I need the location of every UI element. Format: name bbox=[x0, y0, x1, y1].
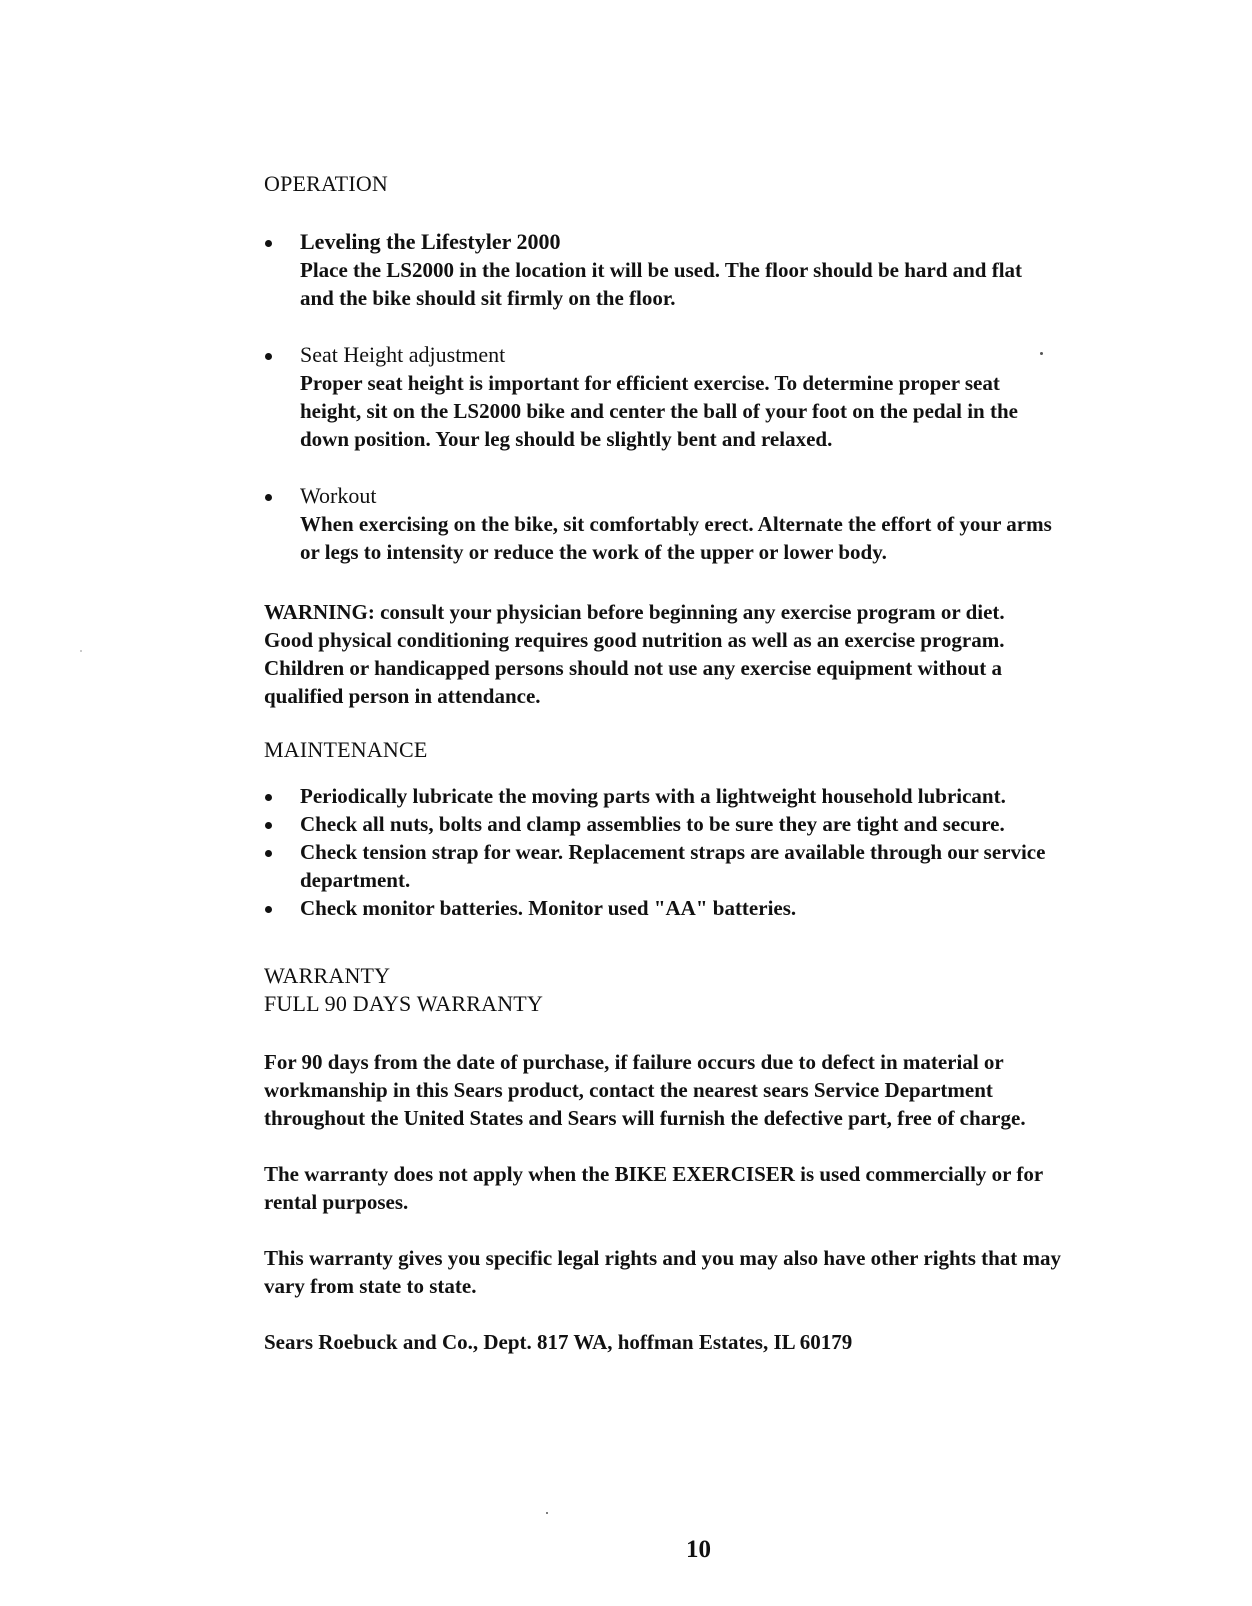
warranty-line: The warranty does not apply when the BIKE EXERCISER is used commercially or for bbox=[264, 1162, 1044, 1186]
warranty-line: This warranty gives you specific legal rights and you may also have other rights that may bbox=[264, 1246, 1062, 1270]
warranty-line: workmanship in this Sears product, contact the nearest sears Service Department bbox=[264, 1078, 993, 1102]
bullet-icon bbox=[265, 906, 272, 913]
maintenance-heading: MAINTENANCE bbox=[264, 737, 428, 762]
bullet-icon bbox=[265, 850, 272, 857]
warranty-paragraph-3 bbox=[264, 1244, 1061, 1300]
leveling-text bbox=[300, 256, 1022, 312]
address-line: Sears Roebuck and Co., Dept. 817 WA, hoffman Estates, IL 60179 bbox=[264, 1330, 853, 1354]
scan-speck bbox=[546, 1512, 548, 1514]
bullet-icon bbox=[265, 794, 272, 801]
operation-heading: OPERATION bbox=[264, 171, 389, 196]
bullet-icon bbox=[265, 240, 272, 247]
page-number: 10 bbox=[686, 1536, 711, 1563]
maintenance-item-continued: department. bbox=[300, 868, 411, 892]
workout-text bbox=[300, 510, 1052, 566]
seat-height-line: Proper seat height is important for efficient exercise. To determine proper seat bbox=[300, 371, 1000, 395]
seat-height-text bbox=[300, 369, 1018, 453]
maintenance-item: Check all nuts, bolts and clamp assemblies to be sure they are tight and secure. bbox=[300, 812, 1005, 836]
warning-line: Children or handicapped persons should not use any exercise equipment without a bbox=[264, 656, 1003, 680]
scan-speck bbox=[80, 650, 82, 652]
maintenance-item: Periodically lubricate the moving parts with a lightweight household lubricant. bbox=[300, 784, 1006, 808]
warranty-paragraph-1 bbox=[264, 1048, 1026, 1132]
bullet-icon bbox=[265, 822, 272, 829]
warning-line: WARNING: consult your physician before beginning any exercise program or diet. bbox=[264, 600, 1005, 624]
warning-paragraph bbox=[264, 598, 1005, 710]
workout-line: When exercising on the bike, sit comfortably erect. Alternate the effort of your arms bbox=[300, 512, 1052, 536]
maintenance-item: Check monitor batteries. Monitor used "AA" batteries. bbox=[300, 896, 797, 920]
workout-title: Workout bbox=[300, 483, 377, 508]
sears-address bbox=[264, 1328, 852, 1356]
warning-line: Good physical conditioning requires good nutrition as well as an exercise program. bbox=[264, 628, 1005, 652]
warranty-heading: WARRANTY bbox=[264, 963, 391, 988]
warranty-line: For 90 days from the date of purchase, if failure occurs due to defect in material or bbox=[264, 1050, 1004, 1074]
warning-line: qualified person in attendance. bbox=[264, 684, 541, 708]
seat-height-line: height, sit on the LS2000 bike and center the ball of your foot on the pedal in the bbox=[300, 399, 1018, 423]
warranty-subheading: FULL 90 DAYS WARRANTY bbox=[264, 991, 544, 1016]
warranty-line: throughout the United States and Sears will furnish the defective part, free of charge. bbox=[264, 1106, 1026, 1130]
leveling-title: Leveling the Lifestyler 2000 bbox=[300, 229, 561, 254]
seat-height-title: Seat Height adjustment bbox=[300, 342, 506, 367]
warranty-line: vary from state to state. bbox=[264, 1274, 477, 1298]
bullet-icon bbox=[265, 353, 272, 360]
workout-line: or legs to intensity or reduce the work of the upper or lower body. bbox=[300, 540, 887, 564]
warranty-paragraph-2 bbox=[264, 1160, 1043, 1216]
seat-height-line: down position. Your leg should be slightly bent and relaxed. bbox=[300, 427, 833, 451]
warranty-line: rental purposes. bbox=[264, 1190, 409, 1214]
maintenance-item: Check tension strap for wear. Replacement straps are available through our service bbox=[300, 840, 1046, 864]
leveling-line: and the bike should sit firmly on the floor. bbox=[300, 286, 676, 310]
scan-speck bbox=[1040, 352, 1043, 355]
leveling-line: Place the LS2000 in the location it will be used. The floor should be hard and flat bbox=[300, 258, 1023, 282]
bullet-icon bbox=[265, 494, 272, 501]
